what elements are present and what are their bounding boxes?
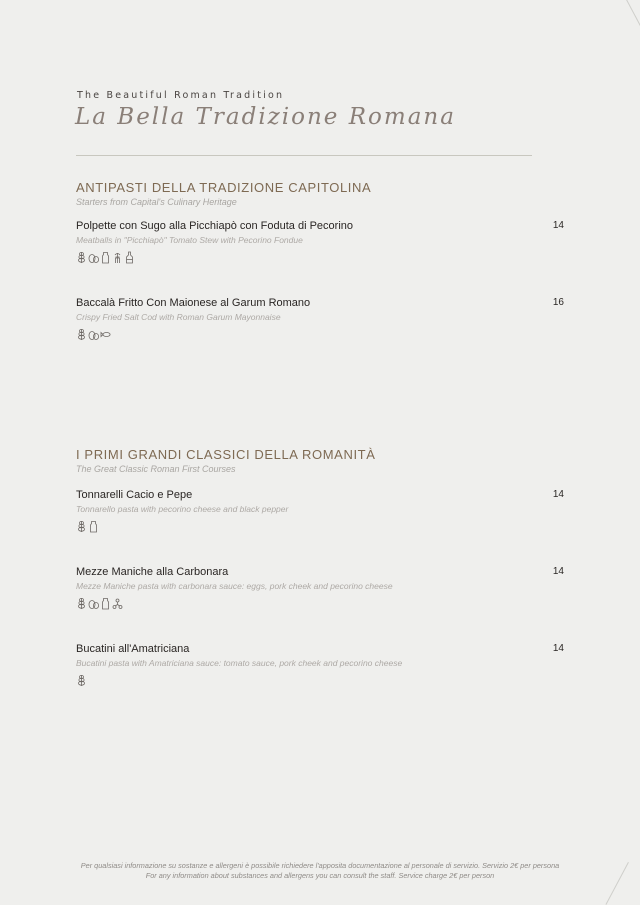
section-subtitle: The Great Classic Roman First Courses [76,464,236,474]
milk-icon [100,597,111,610]
milk-icon [100,251,111,264]
gluten-icon [76,520,87,533]
item-price: 16 [552,297,564,308]
allergen-list [76,597,566,610]
gluten-icon [76,328,87,341]
section-subtitle: Starters from Capital's Culinary Heritage [76,197,237,207]
fish-icon [100,328,111,341]
item-description: Bucatini pasta with Amatriciana sauce: tomato sauce, pork cheek and pecorino cheese [76,658,403,668]
menu-item [76,566,566,610]
item-price: 14 [552,220,564,231]
menu-item [76,297,566,341]
item-price: 14 [552,643,564,654]
page-edge-decoration [624,0,640,31]
lupin-icon [112,597,123,610]
menu-title: La Bella Tradizione Romana [75,104,456,130]
item-description: Crispy Fried Salt Cod with Roman Garum Mayonnaise [76,312,281,322]
sulphites-icon [124,251,135,264]
footer-line-english: For any information about substances and allergens you can consult the staff. Service charge 2€ per person [145,871,495,880]
milk-icon [88,520,99,533]
allergen-list [76,674,566,687]
gluten-icon [76,674,87,687]
item-name: Mezze Maniche alla Carbonara [76,566,229,578]
allergen-list [76,251,566,264]
item-description: Meatballs in "Picchiapò" Tomato Stew with Pecorino Fondue [76,235,303,245]
section-antipasti [76,180,566,322]
section-title: I PRIMI GRANDI CLASSICI DELLA ROMANITÀ [76,447,376,462]
allergen-list [76,520,566,533]
item-name: Tonnarelli Cacio e Pepe [76,489,193,501]
item-description: Tonnarello pasta with pecorino cheese and black pepper [76,504,289,514]
footer-line-italian: Per qualsiasi informazione su sostanze e allergeni è possibile richiedere l'apposita documentazione al personale di servizio. Servizio 2€ per persona [80,861,560,870]
item-name: Bucatini all'Amatriciana [76,643,190,655]
menu-item [76,489,566,533]
menu-item [76,220,566,264]
divider [76,155,532,156]
item-price: 14 [552,489,564,500]
gluten-icon [76,251,87,264]
item-description: Mezze Maniche pasta with carbonara sauce: eggs, pork cheek and pecorino cheese [76,581,393,591]
egg-icon [88,597,99,610]
egg-icon [88,251,99,264]
allergen-footer [0,861,640,881]
menu-subtitle: The Beautiful Roman Tradition [77,90,285,101]
item-price: 14 [552,566,564,577]
egg-icon [88,328,99,341]
section-title: ANTIPASTI DELLA TRADIZIONE CAPITOLINA [76,180,372,195]
celery-icon [112,251,123,264]
item-name: Polpette con Sugo alla Picchiapò con Foduta di Pecorino [76,220,354,232]
menu-item [76,643,566,687]
section-primi [76,447,566,668]
gluten-icon [76,597,87,610]
item-name: Baccalà Fritto Con Maionese al Garum Romano [76,297,311,309]
allergen-list [76,328,566,341]
